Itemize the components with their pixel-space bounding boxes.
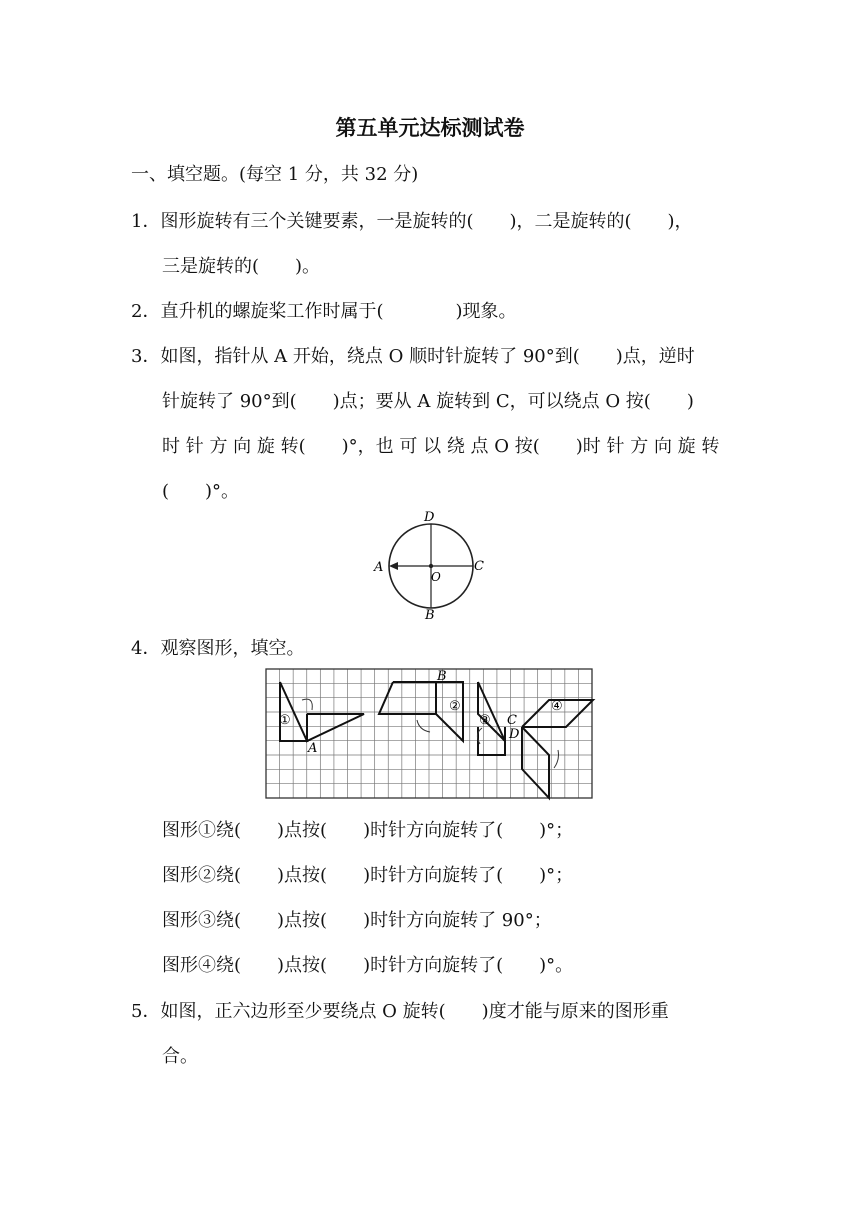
question-5-line-1: 5．如图，正六边形至少要绕点 O 旋转( )度才能与原来的图形重 xyxy=(131,1001,669,1022)
shape-4-rotation-arrow xyxy=(554,750,559,768)
question-4-sub-1: 图形①绕( )点按( )时针方向旋转了( )°； xyxy=(162,820,574,841)
clock-circle-figure xyxy=(368,508,492,622)
question-1-line-2: 三是旋转的( )。 xyxy=(162,256,321,277)
question-5-line-2: 合。 xyxy=(162,1046,198,1067)
question-4-sub-3: 图形③绕( )点按( )时针方向旋转了 90°； xyxy=(162,910,552,931)
pointer-arrowhead xyxy=(389,562,398,570)
question-2-line-1: 2．直升机的螺旋桨工作时属于( )现象。 xyxy=(131,301,517,322)
question-3-line-2: 针旋转了 90°到( )点；要从 A 旋转到 C，可以绕点 O 按( ) xyxy=(162,391,694,412)
question-1-line-1: 1．图形旋转有三个关键要素，一是旋转的( )，二是旋转的( )， xyxy=(131,211,693,232)
grid-lines xyxy=(266,669,592,798)
label-a: A xyxy=(374,560,384,575)
label-shape-1: ① xyxy=(279,713,291,728)
label-b: B xyxy=(425,608,435,622)
label-point-b: B xyxy=(437,669,447,684)
question-3-line-4: ( )°。 xyxy=(162,481,240,502)
label-point-a: A xyxy=(308,741,318,756)
label-d: D xyxy=(424,510,435,525)
section-heading: 一、填空题。(每空 1 分，共 32 分) xyxy=(131,164,419,185)
shape-1-rotated xyxy=(307,714,364,741)
question-4-sub-2: 图形②绕( )点按( )时针方向旋转了( )°； xyxy=(162,865,574,886)
question-3-line-3: 时 针 方 向 旋 转( )°，也 可 以 绕 点 O 按( )时 针 方 向 旋 转 xyxy=(162,436,720,457)
label-shape-2: ② xyxy=(449,699,461,714)
shape-1-rotation-arrow xyxy=(302,699,312,710)
question-3-line-1: 3．如图，指针从 A 开始，绕点 O 顺时针旋转了 90°到( )点，逆时 xyxy=(131,346,695,367)
label-shape-4: ④ xyxy=(551,699,563,714)
label-point-d: D xyxy=(509,727,520,742)
label-o: O xyxy=(431,570,441,584)
question-4-line-1: 4．观察图形，填空。 xyxy=(131,638,305,659)
question-4-sub-4: 图形④绕( )点按( )时针方向旋转了( )°。 xyxy=(162,955,574,976)
label-c: C xyxy=(474,559,484,574)
rotation-grid-figure xyxy=(262,666,596,802)
page-title: 第五单元达标测试卷 xyxy=(335,116,525,140)
shape-3-original xyxy=(478,682,505,741)
center-dot xyxy=(429,564,433,568)
label-shape-3: ③ xyxy=(479,713,491,728)
shape-4-rotated xyxy=(522,727,549,798)
label-point-c: C xyxy=(507,713,517,728)
